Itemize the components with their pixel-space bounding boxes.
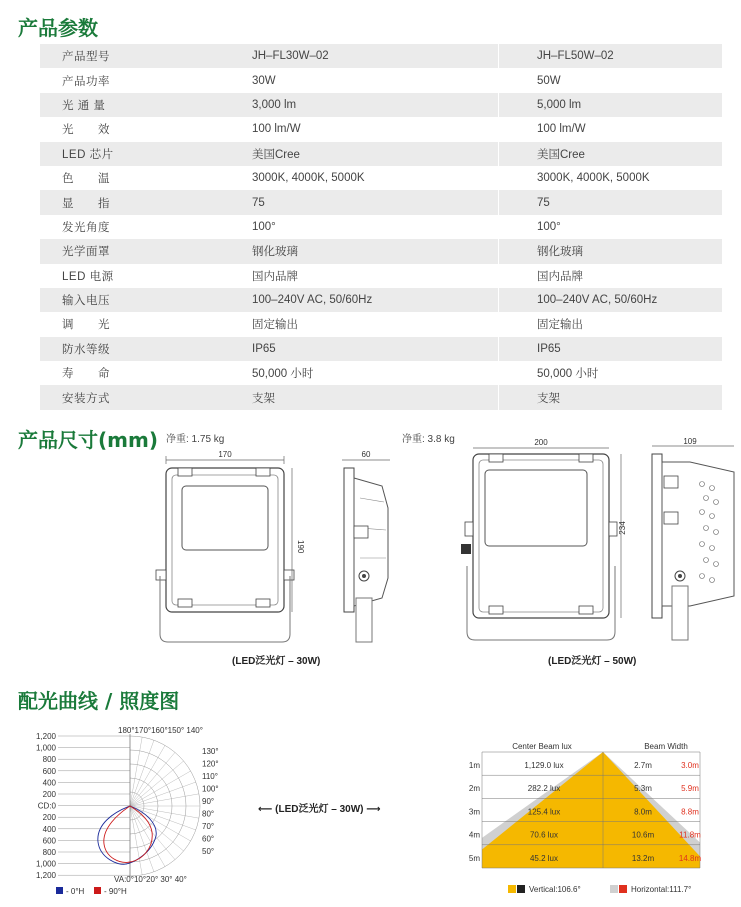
polar-angle-label: 110° <box>202 772 218 781</box>
legend-0h-swatch <box>56 887 63 894</box>
spec-key: 光 效 <box>62 124 110 137</box>
spec-value-50w: 75 <box>499 190 723 214</box>
spec-value-30w: 国内品牌 <box>252 264 499 288</box>
spec-value-30w: 100–240V AC, 50/60Hz <box>252 288 499 312</box>
row-distance: 5m <box>468 853 480 863</box>
polar-angle-label: 100° <box>202 784 219 794</box>
row-lux: 282.2 lux <box>527 784 561 794</box>
row-lux: 125.4 lux <box>527 807 561 817</box>
caption-50w: (LED泛光灯 – 50W) <box>548 656 637 667</box>
spec-row <box>40 44 722 68</box>
spec-value-50w: 支架 <box>499 385 723 409</box>
section-title-dims: 产品尺寸(mm) <box>18 428 158 452</box>
spec-value-50w: 5,000 lm <box>499 93 723 117</box>
polar-y-label: 1,000 <box>35 859 56 869</box>
polar-y-label: 1,200 <box>35 732 56 741</box>
spec-value-50w: 100 lm/W <box>537 123 586 136</box>
legend-horizontal-swatch <box>610 885 618 893</box>
spec-value-30w: 100 lm/W <box>252 117 499 141</box>
polar-y-label: 400 <box>42 778 56 788</box>
polar-diagram <box>10 724 240 904</box>
spec-value-50w: JH–FL50W–02 <box>499 44 723 68</box>
spec-value-50w: 钢化玻璃 <box>499 239 723 263</box>
spec-value-50w: 3000K, 4000K, 5000K <box>537 172 650 185</box>
spec-value-30w: 75 <box>252 190 499 214</box>
row-width-horizontal: 14.8m <box>678 853 702 863</box>
spec-key: LED 芯片 <box>40 142 252 166</box>
spec-row <box>40 385 722 409</box>
dim-30w-height: 190 <box>296 540 305 554</box>
dim-30w-width: 170 <box>218 450 232 459</box>
header-lux: Center Beam lux <box>512 742 572 751</box>
drawing-30w-side <box>330 448 410 648</box>
spec-row <box>40 166 722 190</box>
polar-angle-label: 70° <box>202 822 215 831</box>
row-width-horizontal: 3.0m <box>681 761 699 770</box>
row-width-horizontal: 5.9m <box>681 784 699 794</box>
spec-value-30w: 支架 <box>252 385 499 409</box>
spec-value-30w: IP65 <box>252 337 499 361</box>
spec-key: 色 温 <box>62 173 110 186</box>
polar-y-label: CD:0 <box>37 801 56 811</box>
spec-row <box>40 190 722 214</box>
spec-key: 产品型号 <box>40 44 252 68</box>
spec-row <box>40 239 722 263</box>
dim-50w-depth: 109 <box>683 437 697 446</box>
illuminance-chart <box>460 740 740 907</box>
spec-value-50w: IP65 <box>499 337 723 361</box>
spec-value-30w: 3000K, 4000K, 5000K <box>252 166 499 190</box>
spec-value-50w: 50,000 小时 <box>537 368 599 381</box>
polar-y-label: 1,200 <box>35 871 56 881</box>
spec-key: LED 电源 <box>62 270 114 283</box>
row-lux: 1,129.0 lux <box>524 761 564 770</box>
polar-y-label: 400 <box>42 824 56 834</box>
spec-row <box>40 142 722 166</box>
caption-30w: (LED泛光灯 – 30W) <box>232 656 321 667</box>
beam-vertical <box>482 752 700 868</box>
polar-y-label: 200 <box>42 790 56 799</box>
spec-key: 产品功率 <box>62 75 110 88</box>
drawing-30w-front <box>150 448 310 648</box>
spec-value-30w: 50,000 小时 <box>252 361 499 385</box>
spec-key: 光 通 量 <box>40 93 252 117</box>
weight-50w: 净重: 3.8 kg <box>402 434 455 445</box>
polar-y-label: 800 <box>42 848 56 857</box>
polar-y-label: 800 <box>42 755 56 765</box>
legend-0h: - 0°H <box>66 887 85 896</box>
row-width-vertical: 10.6m <box>631 830 655 840</box>
legend-vertical-swatch <box>508 885 516 893</box>
spec-value-30w: 钢化玻璃 <box>252 239 499 263</box>
polar-angle-label: 90° <box>202 797 215 806</box>
spec-value-30w: JH–FL30W–02 <box>252 44 499 68</box>
polar-angle-label: 50° <box>202 847 215 856</box>
polar-y-label: 200 <box>42 813 56 823</box>
legend-90h: - 90°H <box>104 887 127 896</box>
spec-key: 输入电压 <box>40 288 252 312</box>
arrow-right-icon: ⟶ <box>363 804 381 815</box>
row-width-horizontal: 8.8m <box>681 807 699 817</box>
spec-row <box>40 93 722 117</box>
spec-value-30w: 30W <box>252 68 499 92</box>
row-distance: 4m <box>468 830 480 840</box>
polar-angle-label: 80° <box>202 809 215 819</box>
polar-angle-label: 130° <box>202 747 219 756</box>
row-distance: 2m <box>468 784 480 794</box>
row-lux: 70.6 lux <box>529 830 559 840</box>
dim-30w-depth: 60 <box>361 450 371 459</box>
spec-key: 发光角度 <box>62 221 110 234</box>
polar-angle-label: 60° <box>202 834 215 844</box>
row-width-vertical: 5.3m <box>634 784 652 794</box>
spec-row <box>40 288 722 312</box>
dim-50w-width: 200 <box>534 438 548 447</box>
drawing-50w-side <box>640 436 740 651</box>
polar-y-label: 600 <box>42 836 56 846</box>
spec-key: 调 光 <box>62 319 110 332</box>
curve-0h <box>98 806 156 864</box>
section-title-photometric: 配光曲线 / 照度图 <box>18 689 180 713</box>
legend-vertical-swatch-dark <box>517 885 525 893</box>
legend-90h-swatch <box>94 887 101 894</box>
spec-key: 安装方式 <box>40 385 252 409</box>
dim-50w-height: 234 <box>618 521 627 535</box>
spec-value-30w: 美国Cree <box>252 142 499 166</box>
spec-row <box>40 361 722 385</box>
spec-value-50w: 国内品牌 <box>537 270 583 283</box>
spec-value-50w: 50W <box>537 74 561 87</box>
spec-key: 显 指 <box>40 190 252 214</box>
spec-row <box>40 215 722 239</box>
spec-table <box>40 44 722 410</box>
spec-value-30w: 固定输出 <box>252 312 499 336</box>
weight-30w: 净重: 1.75 kg <box>166 434 225 445</box>
spec-row <box>40 312 722 336</box>
legend-horizontal: Horizontal:111.7° <box>631 885 692 894</box>
arrow-left-icon: ⟵ <box>258 804 276 815</box>
row-width-vertical: 8.0m <box>634 807 652 817</box>
legend-horizontal-swatch-red <box>619 885 627 893</box>
row-width-vertical: 13.2m <box>631 853 655 863</box>
legend-vertical: Vertical:106.6° <box>529 885 581 894</box>
row-width-horizontal: 11.8m <box>679 830 701 840</box>
spec-value-50w: 美国Cree <box>499 142 723 166</box>
spec-value-50w: 固定输出 <box>537 319 583 332</box>
arrow-caption: ⟵ (LED泛光灯 – 30W) ⟶ <box>258 804 381 815</box>
polar-y-label: 1,000 <box>35 743 56 753</box>
spec-key: 光学面罩 <box>40 239 252 263</box>
polar-top-angles: 180°170°160°150° 140° <box>118 726 203 735</box>
row-distance: 3m <box>468 807 480 817</box>
row-distance: 1m <box>468 761 480 770</box>
spec-value-30w: 3,000 lm <box>252 93 499 117</box>
polar-bottom-angles: VA:0°10°20° 30° 40° <box>114 875 187 884</box>
polar-angle-label: 120° <box>202 759 219 769</box>
row-lux: 45.2 lux <box>529 853 559 863</box>
spec-value-50w: 100° <box>537 220 561 233</box>
spec-value-30w: 100° <box>252 215 499 239</box>
spec-row <box>40 117 722 141</box>
spec-key: 防水等级 <box>40 337 252 361</box>
section-title-params: 产品参数 <box>18 16 98 40</box>
drawing-50w-front <box>455 436 635 651</box>
spec-row <box>40 337 722 361</box>
row-width-vertical: 2.7m <box>634 761 652 770</box>
spec-row <box>40 264 722 288</box>
spec-row <box>40 68 722 92</box>
spec-key: 寿 命 <box>62 368 110 381</box>
header-width: Beam Width <box>644 742 688 751</box>
polar-y-label: 600 <box>42 766 56 776</box>
spec-value-50w: 100–240V AC, 50/60Hz <box>499 288 723 312</box>
